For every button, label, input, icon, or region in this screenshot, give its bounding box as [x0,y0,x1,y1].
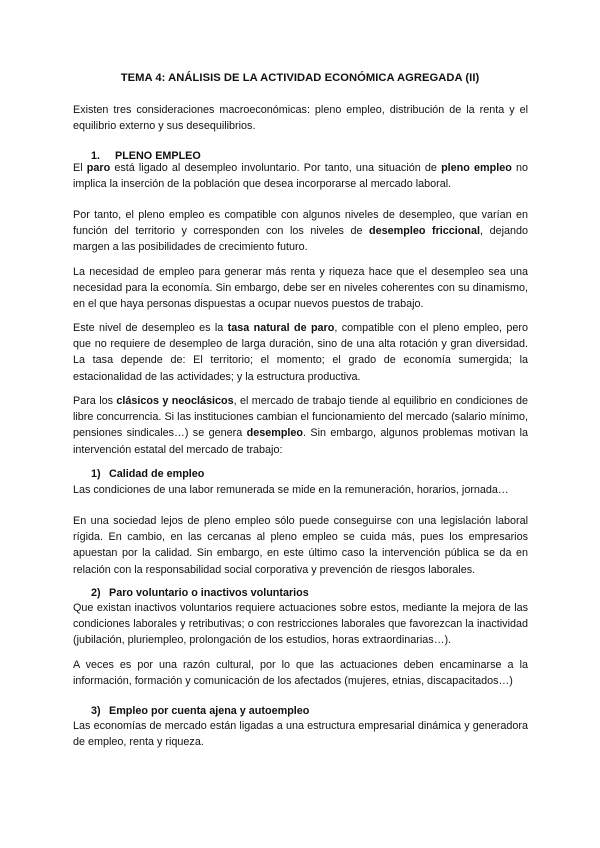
subheading-label: Paro voluntario o inactivos voluntarios [109,587,309,599]
section-number: 1. [91,150,101,162]
subheading-number: 3) [91,705,101,717]
paragraph-razon-cultural: A veces es por una razón cultural, por lo que las actuaciones deben encaminarse a la información, formación y comunicación de los afectados (mujeres, etnias, discapacitados…) [73,659,528,688]
subheading-autoempleo [91,703,309,719]
page-title: TEMA 4: ANÁLISIS DE LA ACTIVIDAD ECONÓMICA AGREGADA (II) [120,72,480,84]
subheading-calidad-empleo [91,466,204,482]
paragraph-paro: El paro está ligado al desempleo involuntario. Por tanto, una situación de pleno empleo no implica la inserción de la población que desea incorporarse al mercado laboral. [73,162,528,191]
subheading-number: 1) [91,468,101,480]
paragraph-economias-mercado: Las economías de mercado están ligadas a una estructura empresarial dinámica y generadora de empleo, renta y riqueza. [73,720,528,749]
paragraph-sociedad: En una sociedad lejos de pleno empleo sólo puede conseguirse con una legislación laboral rígida. En cambio, en las cercanas al pleno empleo se cuida más, pues los empresarios apuestan por la calidad. Sin embargo, en este último caso la intervención pública se da en relación con la responsabilidad social corporativa y prevención de riesgos laborales. [73,515,528,576]
paragraph-clasicos: Para los clásicos y neoclásicos, el mercado de trabajo tiende al equilibrio en condiciones de libre concurrencia. Si las instituciones cambian el funcionamiento del mercado (salario mínimo, pensiones sindicales…) se genera desempleo. Sin embargo, algunos problemas motivan la intervención estatal del mercado de trabajo: [73,395,528,456]
subheading-label: Empleo por cuenta ajena y autoempleo [109,705,310,717]
intro-paragraph: Existen tres consideraciones macroeconómicas: pleno empleo, distribución de la renta y el equilibrio externo y sus desequilibrios. [73,104,528,133]
section-heading-label: PLENO EMPLEO [115,150,201,162]
paragraph-inactivos: Que existan inactivos voluntarios requiere actuaciones sobre estos, mediante la mejora de las condiciones laborales y retributivas; o con restricciones laborales que favorezcan la inactividad (jubilación, pluriempleo, prolongación de los estudios, horas extraordinarias…). [73,602,528,647]
paragraph-tasa-natural: Este nivel de desempleo es la tasa natural de paro, compatible con el pleno empleo, pero que no requiere de desempleo de larga duración, sino de una alta rotación y gran diversidad. La tasa depende de: El territorio; el momento; el grado de economía sumergida; la estacionalidad de las actividades; y la estructura productiva. [73,322,528,383]
subheading-number: 2) [91,587,101,599]
subheading-label: Calidad de empleo [109,468,205,480]
paragraph-necesidad-empleo: La necesidad de empleo para generar más renta y riqueza hace que el desempleo sea una necesidad para la economía. Sin embargo, debe ser en niveles coherentes con su dinamismo, en el que haya personas dispuestas a ocupar nuevos puestos de trabajo. [73,266,528,311]
paragraph-condiciones: Las condiciones de una labor remunerada se mide en la remuneración, horarios, jornada… [73,484,509,496]
paragraph-desempleo-friccional: Por tanto, el pleno empleo es compatible con algunos niveles de desempleo, que varían en función del territorio y corresponden con los niveles de desempleo friccional, dejando margen a las posibilidades de crecimiento futuro. [73,209,528,254]
subheading-paro-voluntario [91,585,309,601]
